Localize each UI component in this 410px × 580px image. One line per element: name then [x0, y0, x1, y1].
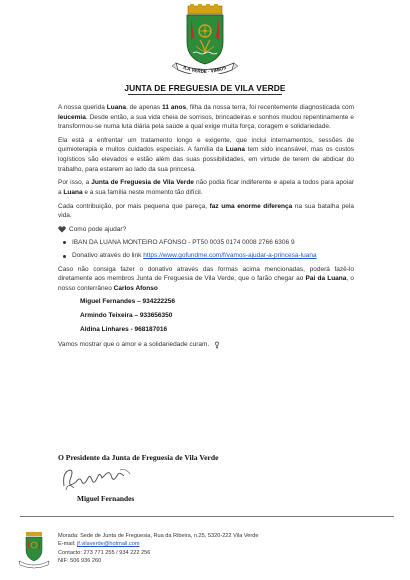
footer-info [58, 532, 258, 566]
letter-body [58, 103, 354, 350]
help-options-list [58, 238, 354, 261]
coat-of-arms-logo [160, 4, 250, 74]
footer-crest-logo [14, 531, 54, 569]
page-title: JUNTA DE FREGUESIA DE VILA VERDE [124, 83, 286, 93]
footer-phone: Contacto: 273 771 255 / 934 222 256 [58, 549, 151, 556]
signatory-name: Miguel Fernandes [77, 494, 135, 503]
email-link[interactable]: jf.vilaverde@hotmail.com [76, 541, 140, 548]
heart-icon [58, 226, 66, 233]
donation-option: Donativo através do link https://www.gofundme.com/f/vamos-ajudar-a-princesa-luana [72, 251, 354, 261]
signature-heading: O Presidente da Junta de Freguesia de Vila Verde [58, 453, 219, 462]
crest-scroll-text: ILA VERDE · VIMIOS [182, 64, 227, 74]
paragraph-4: Cada contribuição, por mais pequena que pareça, faz uma enorme diferença na sua batalha pela vida. [58, 202, 354, 220]
handwritten-signature [60, 464, 136, 494]
ribbon-icon [213, 341, 221, 349]
footer-address: Morada: Sede de Junta de Freguesia, Rua da Ribeira, n.25, 5320-222 Vila Verde [58, 533, 259, 539]
gofundme-link[interactable]: https://www.gofundme.com/f/vamos-ajudar-a-princesa-luana [143, 252, 317, 260]
iban-option: IBAN DA LUANA MONTEIRO AFONSO - PT50 0035 0174 0008 2766 6306 9 [72, 238, 354, 248]
footer-nif: NIF: 506 936 260 [58, 558, 102, 565]
paragraph-3: Por isso, a Junta de Freguesia de Vila Verde não podia ficar indiferente e apela a todos para apoiar a Luana e a sua família neste momento tão difícil. [58, 179, 354, 196]
contact-item: Miguel Fernandes – 934222256 [80, 297, 176, 305]
paragraph-5: Caso não consiga fazer o donativo através das formas acima mencionadas, poderá fazê-lo diretamente aos membros Junta de Freguesia de Vila Verde, que o farão chegar ao Pai da Luana, o nosso conterrâneo Carlos Afonso [58, 265, 354, 292]
contact-item: Aldina Linhares - 968187016 [80, 326, 168, 334]
footer-divider [20, 516, 394, 517]
contact-list [80, 298, 354, 334]
paragraph-2: Ela está a enfrentar um tratamento longo e exigente, que inclui internamentos, sessões de quimioterapia e muitos cuidados especiais. A família da Luana tem sido incansável, mas os custos logísticos são elevados e estão além das suas possibilidades, em virtude de terem de abdicar do trabalho, para estarem ao lado da sua princesa. [58, 136, 354, 173]
how-to-help-heading: Como pode ajudar? [58, 225, 354, 235]
footer-email-row: E-mail: jf.vilaverde@hotmail.com [58, 541, 140, 548]
paragraph-1: A nossa querida Luana, de apenas 11 anos, filha da nossa terra, foi recentemente diagnosticada com leucemia. Desde então, a sua vida cheia de sorrisos, brincadeiras e sonhos mudou repentinamente e transformou-se numa luta diária pela saúde a qual exige muita força, coragem e solidariedade. [58, 104, 354, 131]
title-underline [128, 94, 282, 95]
contact-item: Armindo Teixeira – 933656350 [80, 311, 173, 319]
closing-line: Vamos mostrar que o amor e a solidariedade curam. [58, 340, 354, 350]
